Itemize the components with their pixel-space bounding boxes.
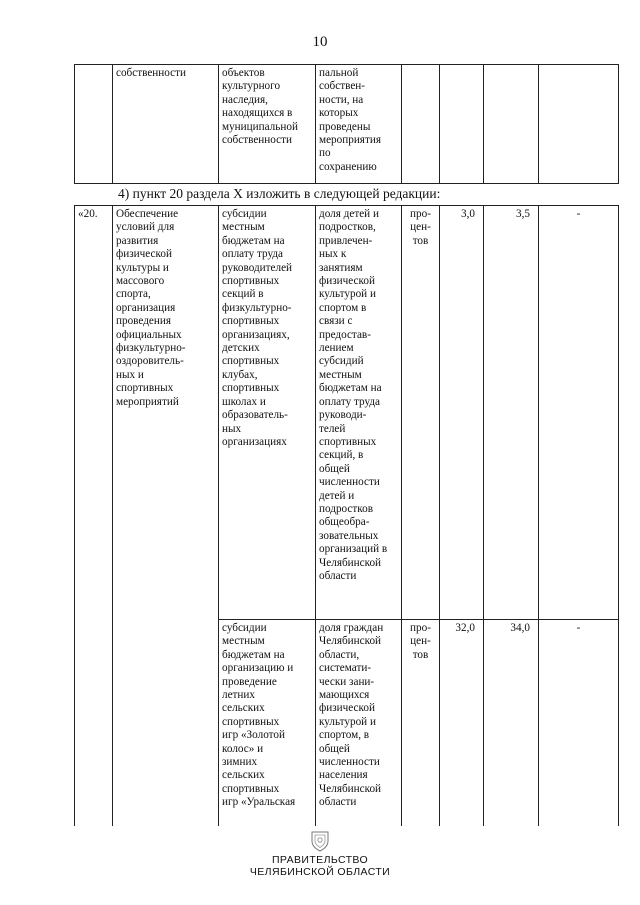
table-item-20: [74, 205, 619, 826]
cell-name: собственности: [113, 65, 219, 184]
cell-indicator: доля детей и подростков, привлечен- ных к занятиям физической культурой и спортом в связи с предостав- лением субсидий местным бюджетам на оплату труда руководи- телей спортивных секций, в общей численности детей и подростков общеобра- зовательных организаций в Челябинской области: [316, 206, 402, 620]
cell-value-3: -: [539, 206, 619, 620]
cell-unit: про- цен- тов: [402, 620, 440, 827]
cell-value-1: 3,0: [440, 206, 484, 620]
cell-subsidy: объектов культурного наследия, находящихся в муниципальной собственности: [219, 65, 316, 184]
cell-value-1: [440, 65, 484, 184]
footer-watermark: [0, 830, 640, 878]
cell-value-3: -: [539, 620, 619, 827]
cell-value-2: [484, 65, 539, 184]
cell-value-1: 32,0: [440, 620, 484, 827]
cell-unit: про- цен- тов: [402, 206, 440, 620]
footer-line-2: ЧЕЛЯБИНСКОЙ ОБЛАСТИ: [249, 866, 391, 878]
edit-instruction: 4) пункт 20 раздела X изложить в следующей редакции:: [118, 186, 441, 201]
footer-line-1: ПРАВИТЕЛЬСТВО: [271, 854, 369, 866]
cell-indicator: пальной собствен- ности, на которых проведены мероприятия по сохранению: [316, 65, 402, 184]
cell-subsidy: субсидии местным бюджетам на оплату труда руководителей спортивных секций в физкультурно- спортивных организациях, детских спортивных клубах, спортивных школах и образователь- ных организациях: [219, 206, 316, 620]
cell-value-3: [539, 65, 619, 184]
cell-subsidy: субсидии местным бюджетам на организацию и проведение летних сельских спортивных игр «Золотой колос» и зимних сельских спортивных игр «Уральская: [219, 620, 316, 827]
page-number: 10: [312, 34, 328, 50]
cell-value-2: 3,5: [484, 206, 539, 620]
table-row: [75, 65, 619, 184]
cell-unit: [402, 65, 440, 184]
cell-number: [75, 65, 113, 184]
table-row: [75, 206, 619, 620]
coat-of-arms-icon: [310, 830, 330, 852]
cell-indicator: доля граждан Челябинской области, системати- чески зани- мающихся физической культурой и спортом, в общей численности населения Челябинской области: [316, 620, 402, 827]
cell-value-2: 34,0: [484, 620, 539, 827]
cell-item-number: «20.: [75, 206, 113, 827]
cell-item-name: Обеспечение условий для развития физической культуры и массового спорта, организация проведения официальных физкультурно- оздоровитель- ных и спортивных мероприятий: [113, 206, 219, 827]
table-continuation: [74, 64, 619, 184]
